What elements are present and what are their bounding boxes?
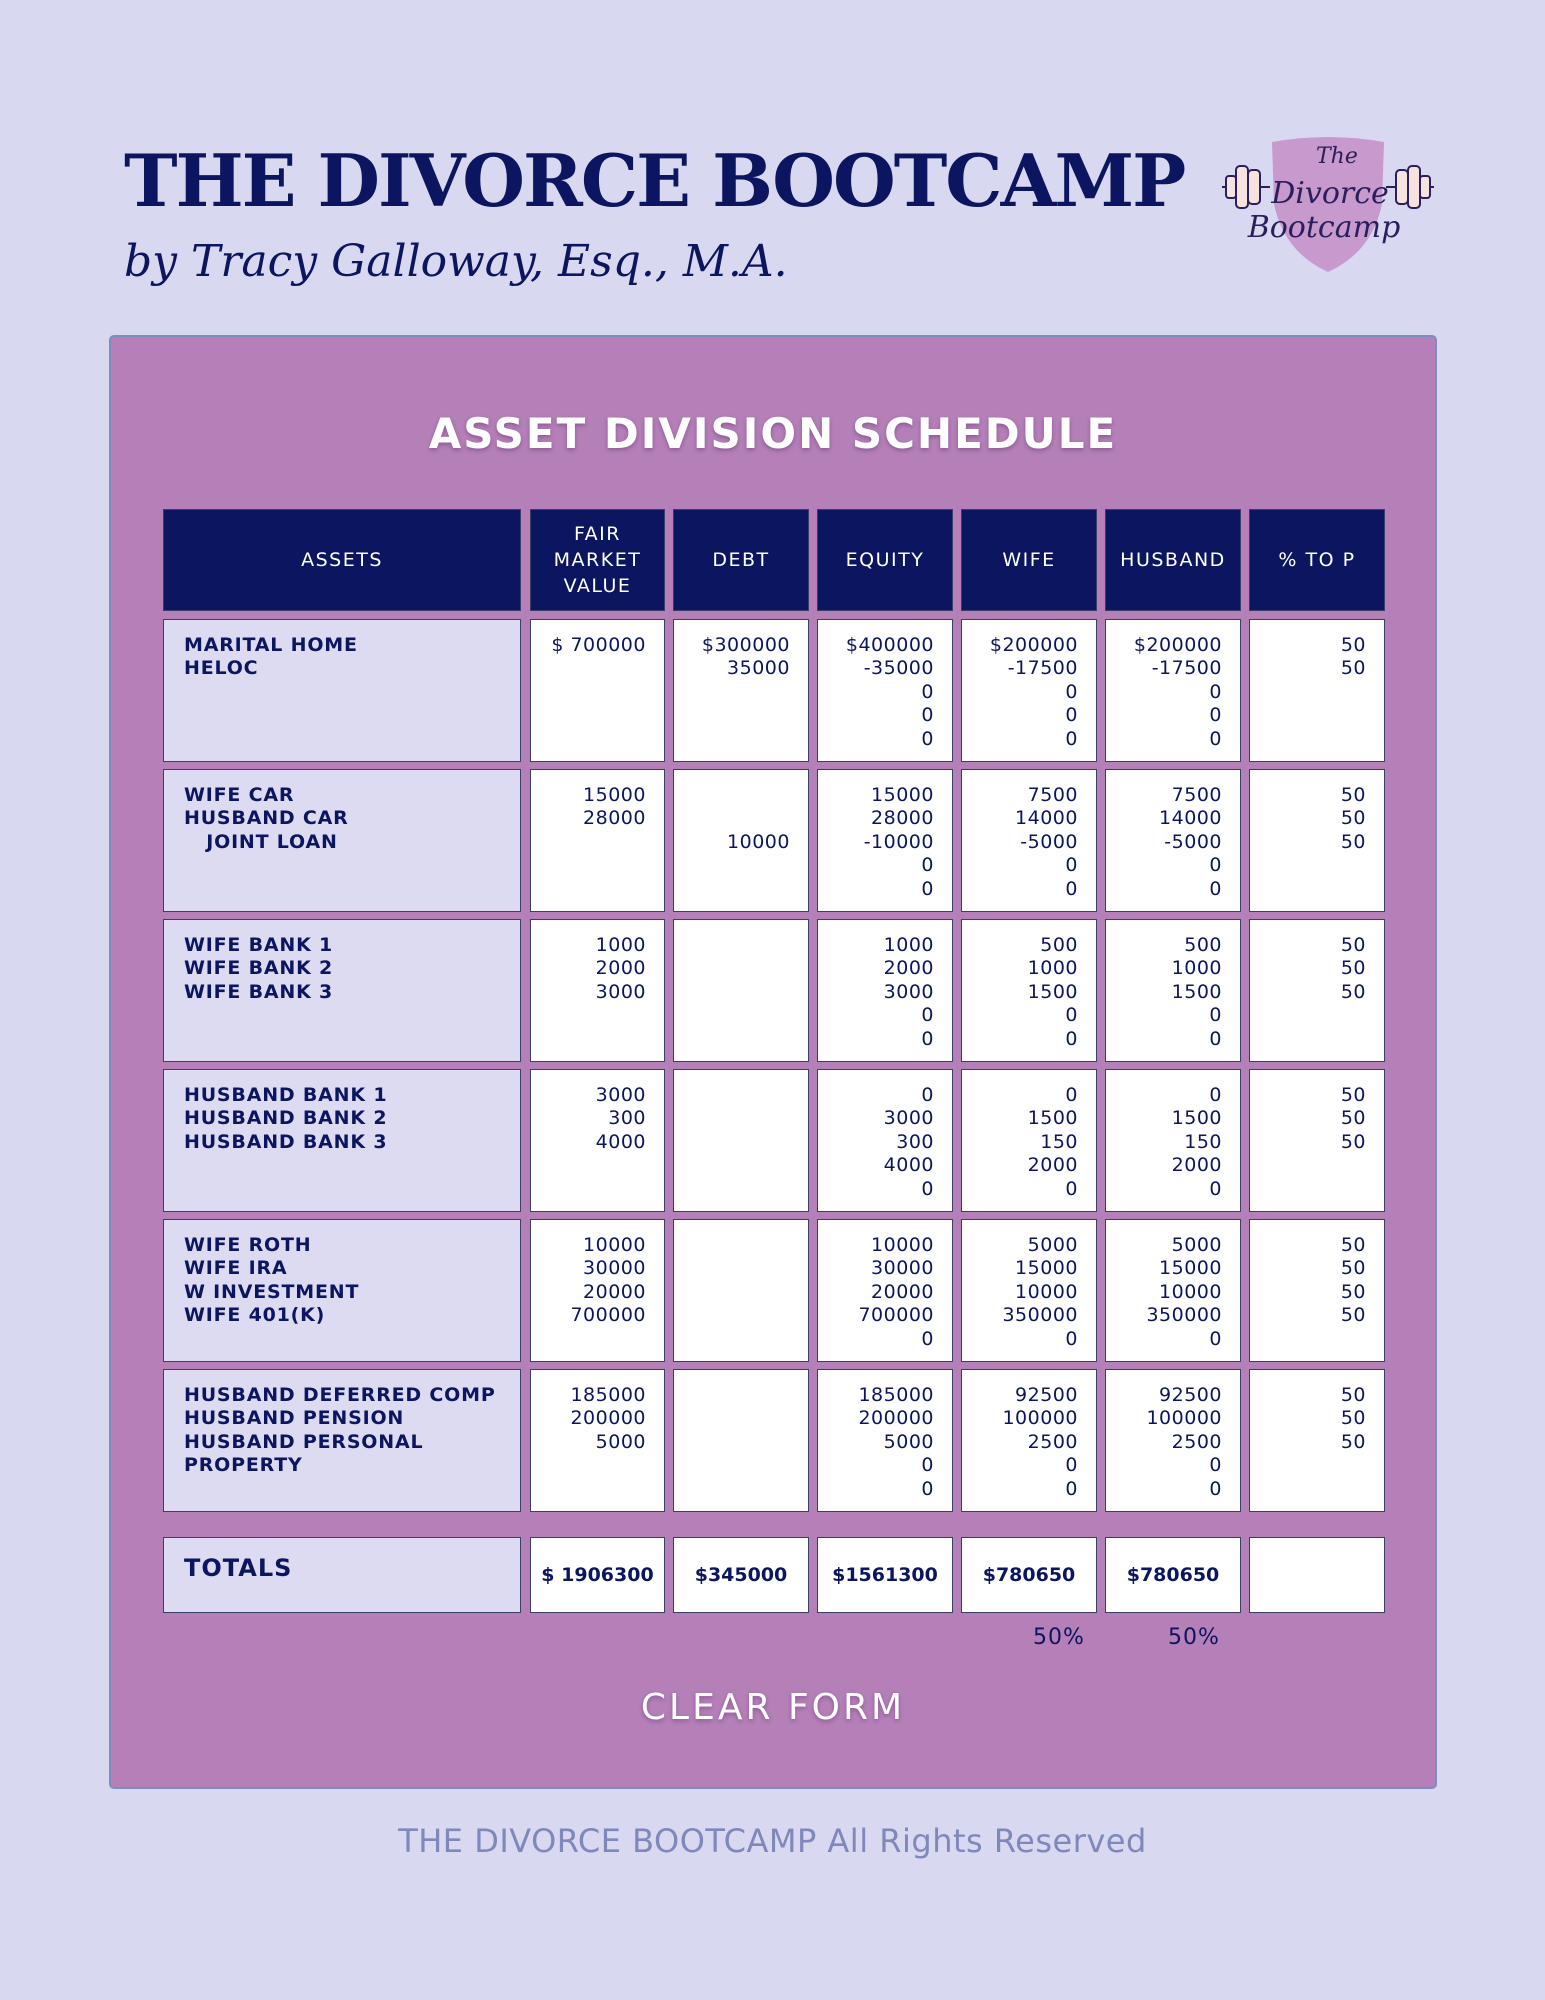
- husband-field-4[interactable]: 0 1500 150 2000 0: [1105, 1069, 1241, 1212]
- fmv-field-1[interactable]: $ 700000: [530, 619, 665, 762]
- col-header-debt: DEBT: [673, 509, 809, 611]
- fmv-field-2[interactable]: 15000 28000: [530, 769, 665, 912]
- wife-field-6[interactable]: 92500 100000 2500 0 0: [961, 1369, 1097, 1512]
- husband-field-5[interactable]: 5000 15000 10000 350000 0: [1105, 1219, 1241, 1362]
- logo-the: The: [1316, 144, 1358, 169]
- debt-field-3[interactable]: [673, 919, 809, 1062]
- percent-field-2[interactable]: 50 50 50: [1249, 769, 1385, 912]
- wife-field-4[interactable]: 0 1500 150 2000 0: [961, 1069, 1097, 1212]
- wife-field-3[interactable]: 500 1000 1500 0 0: [961, 919, 1097, 1062]
- fmv-field-5[interactable]: 10000 30000 20000 700000: [530, 1219, 665, 1362]
- husband-share-percent: 50%: [1168, 1625, 1220, 1650]
- fmv-field-3[interactable]: 1000 2000 3000: [530, 919, 665, 1062]
- husband-field-3[interactable]: 500 1000 1500 0 0: [1105, 919, 1241, 1062]
- col-header-fair-market-value: FAIR MARKET VALUE: [530, 509, 665, 611]
- assets-field-6[interactable]: HUSBAND DEFERRED COMP HUSBAND PENSION HUSBAND PERSONAL PROPERTY: [163, 1369, 521, 1512]
- husband-field-1[interactable]: $200000 -17500 0 0 0: [1105, 619, 1241, 762]
- clear-form-button[interactable]: CLEAR FORM: [640, 1687, 906, 1728]
- percent-field-1[interactable]: 50 50: [1249, 619, 1385, 762]
- logo-word-bootcamp: Bootcamp: [1247, 210, 1401, 245]
- assets-field-4[interactable]: HUSBAND BANK 1 HUSBAND BANK 2 HUSBAND BANK 3: [163, 1069, 521, 1212]
- percent-field-3[interactable]: 50 50 50: [1249, 919, 1385, 1062]
- col-header-assets: ASSETS: [163, 509, 521, 611]
- assets-field-2[interactable]: WIFE CAR HUSBAND CAR JOINT LOAN: [163, 769, 521, 912]
- page-subtitle: by Tracy Galloway, Esq., M.A.: [124, 236, 788, 287]
- equity-field-6[interactable]: 185000 200000 5000 0 0: [817, 1369, 953, 1512]
- asset-division-panel: [109, 335, 1437, 1789]
- assets-field-3[interactable]: WIFE BANK 1 WIFE BANK 2 WIFE BANK 3: [163, 919, 521, 1062]
- col-header-percent: % TO P: [1249, 509, 1385, 611]
- husband-field-2[interactable]: 7500 14000 -5000 0 0: [1105, 769, 1241, 912]
- debt-field-2[interactable]: 10000: [673, 769, 809, 912]
- wife-field-1[interactable]: $200000 -17500 0 0 0: [961, 619, 1097, 762]
- logo-word-divorce: Divorce: [1271, 176, 1389, 211]
- total-husband: $780650: [1105, 1537, 1241, 1613]
- logo: [1222, 134, 1434, 276]
- assets-field-5[interactable]: WIFE ROTH WIFE IRA W INVESTMENT WIFE 401(K): [163, 1219, 521, 1362]
- debt-field-5[interactable]: [673, 1219, 809, 1362]
- equity-field-4[interactable]: 0 3000 300 4000 0: [817, 1069, 953, 1212]
- percent-field-6[interactable]: 50 50 50: [1249, 1369, 1385, 1512]
- percent-field-5[interactable]: 50 50 50 50: [1249, 1219, 1385, 1362]
- footer-copyright: THE DIVORCE BOOTCAMP All Rights Reserved: [398, 1822, 1147, 1860]
- total-fmv: $ 1906300: [530, 1537, 665, 1613]
- col-header-equity: EQUITY: [817, 509, 953, 611]
- wife-share-percent: 50%: [1033, 1625, 1085, 1650]
- debt-field-6[interactable]: [673, 1369, 809, 1512]
- wife-field-5[interactable]: 5000 15000 10000 350000 0: [961, 1219, 1097, 1362]
- fmv-field-6[interactable]: 185000 200000 5000: [530, 1369, 665, 1512]
- totals-label: TOTALS: [163, 1537, 521, 1613]
- schedule-title: ASSET DIVISION SCHEDULE: [428, 409, 1118, 458]
- total-equity: $1561300: [817, 1537, 953, 1613]
- wife-field-2[interactable]: 7500 14000 -5000 0 0: [961, 769, 1097, 912]
- equity-field-1[interactable]: $400000 -35000 0 0 0: [817, 619, 953, 762]
- equity-field-3[interactable]: 1000 2000 3000 0 0: [817, 919, 953, 1062]
- debt-field-4[interactable]: [673, 1069, 809, 1212]
- total-debt: $345000: [673, 1537, 809, 1613]
- page-title: THE DIVORCE BOOTCAMP: [124, 138, 1185, 223]
- debt-field-1[interactable]: $300000 35000: [673, 619, 809, 762]
- husband-field-6[interactable]: 92500 100000 2500 0 0: [1105, 1369, 1241, 1512]
- equity-field-2[interactable]: 15000 28000 -10000 0 0: [817, 769, 953, 912]
- col-header-wife: WIFE: [961, 509, 1097, 611]
- fmv-field-4[interactable]: 3000 300 4000: [530, 1069, 665, 1212]
- equity-field-5[interactable]: 10000 30000 20000 700000 0: [817, 1219, 953, 1362]
- total-percent: [1249, 1537, 1385, 1613]
- assets-field-1[interactable]: MARITAL HOME HELOC: [163, 619, 521, 762]
- total-wife: $780650: [961, 1537, 1097, 1613]
- col-header-husband: HUSBAND: [1105, 509, 1241, 611]
- percent-field-4[interactable]: 50 50 50: [1249, 1069, 1385, 1212]
